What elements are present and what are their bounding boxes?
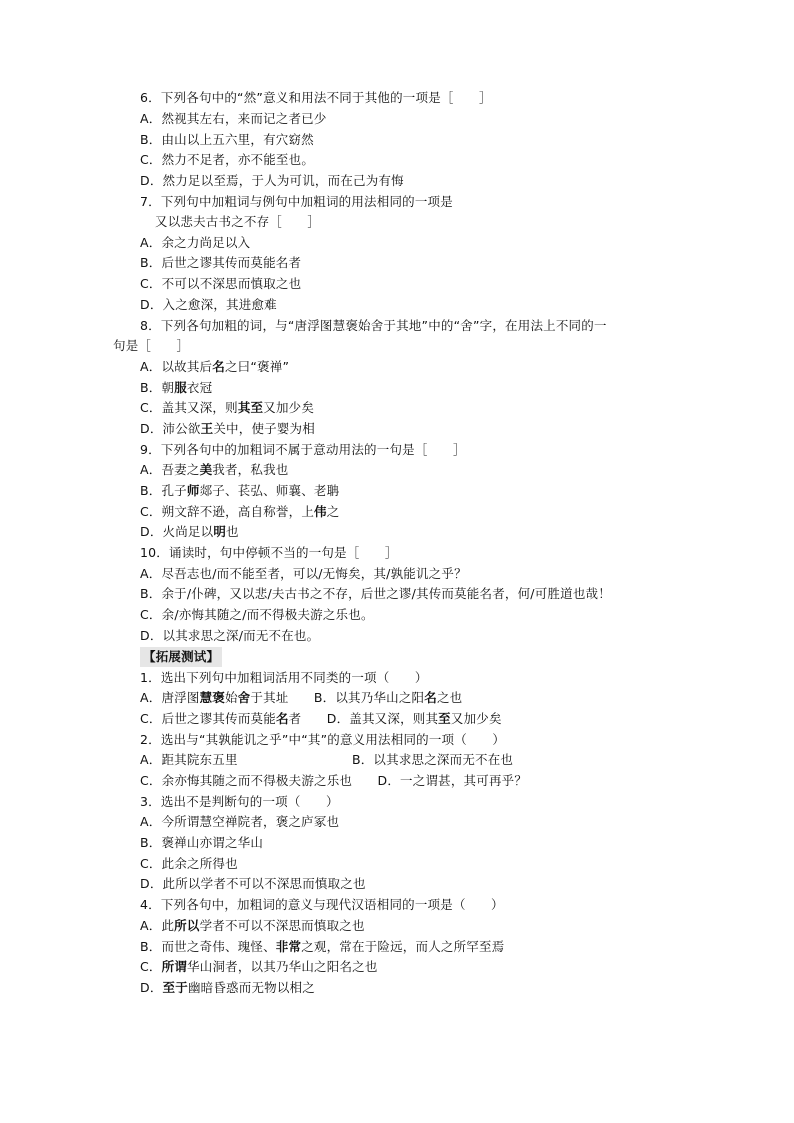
text-span: A．今所谓慧空禅院者，褒之庐冢也 [140,814,340,829]
text-span: 之 [326,504,340,519]
bold-word: 至 [438,711,451,726]
text-span: 又以悲夫古书之不存［ ］ [155,214,321,229]
text-span: B．孔子 [140,483,187,498]
bold-word: 王 [200,421,214,436]
line-q10 [140,543,398,563]
text-span: B．褒禅山亦谓之华山 [140,835,264,850]
line-q7a [140,233,250,253]
line-q9 [140,440,466,460]
bold-word: 所以 [174,918,200,933]
bold-word: 至于 [162,980,188,995]
text-span: D．此所以学者不可以不深思而慎取之也 [140,876,366,891]
text-span: A．距其院东五里 B．以其求思之深而无不在也 [140,752,514,767]
text-span: 我者，私我也 [212,462,289,477]
text-span: 3．选出不是判断句的一项（ ） [140,794,339,809]
text-span: 于其址 B．以其乃华山之阳 [250,690,425,705]
bold-word: 名 [212,359,225,374]
text-span: A．以故其后 [140,359,213,374]
line-t3a [140,812,339,832]
line-q8b2 [113,336,189,356]
line-q10b [140,584,611,604]
line-q6b [140,130,314,150]
line-q7 [140,192,453,212]
line-t3 [140,792,339,812]
bold-word: 名 [275,711,289,726]
line-q8 [140,316,607,336]
line-q7b [140,253,301,273]
text-span: 学者不可以不深思而慎取之也 [199,918,365,933]
text-span: A．然视其左右，来而记之者已少 [140,111,327,126]
line-hdr [143,647,222,667]
line-q6d [140,171,404,191]
text-span: D．沛公欲 [140,421,201,436]
text-span: B．由山以上五六里，有穴窈然 [140,132,314,147]
text-span: C．余/亦悔其随之/而不得极夫游之乐也。 [140,607,374,622]
line-q8a [140,357,289,377]
bold-word: 美 [199,462,213,477]
line-t4b [140,937,504,957]
line-q6c [140,150,314,170]
text-span: 2．选出与“其孰能讥之乎”中“其”的意义用法相同的一项（ ） [140,732,506,747]
text-span: 始 [224,690,238,705]
text-span: C． [140,959,162,974]
text-span: D．以其求思之深/而无不在也。 [140,628,320,643]
text-span: D．入之愈深，其进愈难 [140,297,277,312]
text-span: B．朝 [140,380,175,395]
line-t3d [140,874,366,894]
line-t1 [140,668,428,688]
bold-word: 所谓 [161,959,188,974]
bold-word: 其至 [237,400,264,415]
text-span: 者 D．盖其又深，则其 [288,711,439,726]
text-span: C．朔文辞不逊，高自称誉，上 [140,504,315,519]
line-t3b [140,833,263,853]
text-span: C．后世之谬其传而莫能 [140,711,276,726]
text-span: 之也 [436,690,463,705]
text-span: C．此余之所得也 [140,856,238,871]
section-header: 【拓展测试】 [140,647,222,667]
text-span: 4．下列各句中，加粗词的意义与现代汉语相同的一项是（ ） [140,897,504,912]
line-t4c [140,957,378,977]
line-t1cd [140,709,502,729]
text-span: C．余亦悔其随之而不得极夫游之乐也 D．一之谓甚，其可再乎？ [140,773,528,788]
line-q9b [140,481,339,501]
text-span: 又加少矣 [263,400,315,415]
bold-word: 慧褒 [199,690,225,705]
text-span: D． [140,980,163,995]
text-span: A．吾妻之 [140,462,200,477]
line-q8bb [140,378,212,398]
line-t4d [140,978,315,998]
bold-word: 非常 [275,939,302,954]
bold-word: 师 [186,483,200,498]
line-t2 [140,730,505,750]
text-span: 华山洞者，以其乃华山之阳名之也 [187,959,378,974]
text-span: D．火尚足以 [140,524,214,539]
line-t4 [140,895,504,915]
text-span: 句是［ ］ [113,338,190,353]
line-q10a [140,564,467,584]
text-span: 6．下列各句中的“然”意义和用法不同于其他的一项是［ ］ [140,90,492,105]
text-span: C．然力不足者，亦不能至也。 [140,152,315,167]
text-span: 1．选出下列句中加粗词活用不同类的一项（ ） [140,670,428,685]
text-span: C．不可以不深思而慎取之也 [140,276,302,291]
line-q9c [140,502,339,522]
text-span: A．余之力尚足以入 [140,235,251,250]
line-q8d [140,419,315,439]
line-q9a [140,460,288,480]
text-span: B．后世之谬其传而莫能名者 [140,255,302,270]
text-span: 幽暗昏惑而无物以相之 [187,980,315,995]
line-q7d [140,295,277,315]
text-span: 也 [226,524,239,539]
text-span: B．而世之奇伟、瑰怪、 [140,939,276,954]
bold-word: 明 [213,524,227,539]
text-span: 衣冠 [186,380,213,395]
bold-word: 服 [174,380,187,395]
text-span: 郯子、苌弘、师襄、老聃 [199,483,340,498]
text-span: 10．诵读时，句中停顿不当的一句是［ ］ [140,545,398,560]
line-q7ex [155,212,320,232]
text-span: 8．下列各句加粗的词，与“唐浮图慧褒始舍于其地”中的“舍”字，在用法上不同的一 [140,318,607,333]
text-span: 又加少矣 [450,711,502,726]
bold-word: 伟 [314,504,327,519]
line-q6a [140,109,327,129]
line-q7c [140,274,301,294]
line-q10c [140,605,374,625]
text-span: A．唐浮图 [140,690,200,705]
bold-word: 舍 [237,690,251,705]
line-t3c [140,854,238,874]
text-span: 9．下列各句中的加粗词不属于意动用法的一句是［ ］ [140,442,466,457]
line-t1ab [140,688,462,708]
text-span: D．然力足以至焉，于人为可讥，而在己为有悔 [140,173,404,188]
line-t4a [140,916,365,936]
text-span: 7．下列句中加粗词与例句中加粗词的用法相同的一项是 [140,194,453,209]
line-t2ab [140,750,513,770]
text-span: A．此 [140,918,175,933]
line-q6 [140,88,492,108]
line-t2cd [140,771,527,791]
text-span: 之曰“褒禅” [224,359,290,374]
line-q10d [140,626,319,646]
bold-word: 名 [424,690,437,705]
text-span: B．余于/仆碑，又以悲/夫古书之不存，后世之谬/其传而莫能名者，何/可胜道也哉！ [140,586,611,601]
line-q9d [140,522,239,542]
line-q8c [140,398,314,418]
text-span: A．尽吾志也/而不能至者，可以/无悔矣，其/孰能讥之乎？ [140,566,467,581]
text-span: C．盖其又深，则 [140,400,238,415]
text-span: 之观，常在于险远，而人之所罕至焉 [301,939,505,954]
text-span: 关中，使子婴为相 [213,421,315,436]
